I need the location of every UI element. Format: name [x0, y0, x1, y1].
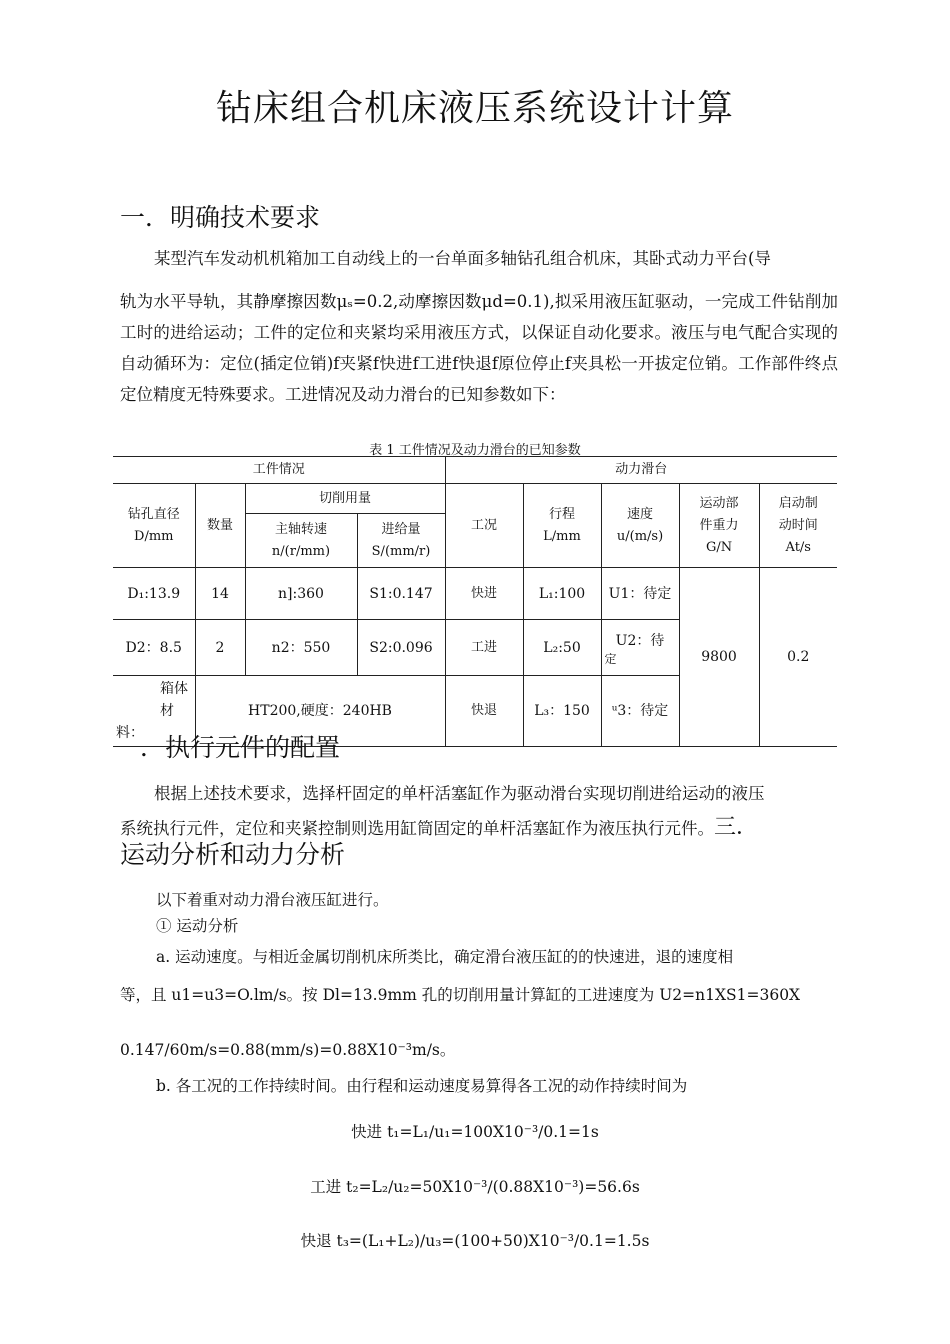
header-speed: [601, 484, 679, 568]
header-stroke-label: 行程: [549, 506, 576, 522]
header-condition: 工况: [445, 484, 523, 568]
cell-r2-condition: 工进: [445, 620, 523, 676]
equation-fast-return: 快退 t₃=(L₁+L₂)/u₃=(100+50)X10⁻³/0.1=1.5s: [300, 1232, 650, 1250]
cell-r1-spindle: n]:360: [245, 568, 357, 620]
cell-material-value: HT200,硬度：240HB: [195, 676, 445, 747]
parameters-table: [113, 456, 837, 747]
section-2-heading: ．执行元件的配置: [140, 733, 341, 762]
cell-r2-speed-line1: U2：待: [615, 632, 665, 649]
header-start-time: [759, 484, 837, 568]
section-3-a-line1: a. 运动速度。与相近金属切削机床所类比，确定滑台液压缸的的快速进，退的速度相: [156, 948, 734, 966]
cell-r2-speed: [601, 620, 679, 676]
cell-r3-speed: ᵘ3：待定: [601, 676, 679, 747]
table-row: [113, 568, 837, 620]
header-feed: [357, 514, 445, 568]
cell-r2-speed-line2: 定: [604, 651, 617, 666]
header-drill-diameter-label: 钻孔直径: [127, 506, 180, 522]
header-start-unit: At/s: [785, 539, 811, 555]
header-drill-diameter-unit: D/mm: [134, 528, 174, 544]
cell-r2-stroke: L₂:50: [523, 620, 601, 676]
cell-start-time: 0.2: [759, 568, 837, 747]
cell-r2-diameter: D2：8.5: [113, 620, 195, 676]
header-start-label-2: 动时间: [778, 517, 818, 533]
document-title: 钻床组合机床液压系统设计计算: [215, 88, 734, 129]
header-spindle: [245, 514, 357, 568]
header-weight-label-2: 件重力: [699, 517, 739, 533]
section-1-paragraph-line1: 某型汽车发动机机箱加工自动线上的一台单面多轴钻孔组合机床，其卧式动力平台(导: [154, 249, 771, 268]
cell-weight: 9800: [679, 568, 759, 747]
header-weight-label-1: 运动部: [699, 495, 739, 511]
cell-r3-stroke: L₃：150: [523, 676, 601, 747]
cell-material-label-1: 箱体材: [160, 681, 188, 719]
section-3-intro: 以下着重对动力滑台液压缸进行。: [156, 891, 389, 909]
cell-r2-qty: 2: [195, 620, 245, 676]
cell-r1-stroke: L₁:100: [523, 568, 601, 620]
section-3-sub1: ① 运动分析: [156, 917, 239, 935]
header-speed-unit: u/(m/s): [616, 528, 664, 544]
header-spindle-unit: n/(r/mm): [271, 543, 331, 559]
section-3-a-line3: 0.147/60m/s=0.88(mm/s)=0.88X10⁻³m/s。: [120, 1041, 456, 1059]
cell-r1-feed: S1:0.147: [357, 568, 445, 620]
header-feed-label: 进给量: [381, 521, 421, 537]
cell-r1-condition: 快进: [445, 568, 523, 620]
header-slide: 动力滑台: [445, 457, 837, 484]
equation-fast-forward: 快进 t₁=L₁/u₁=100X10⁻³/0.1=1s: [351, 1123, 599, 1141]
header-quantity: 数量: [195, 484, 245, 568]
section-3-a-line2: 等，且 u1=u3=O.lm/s。按 Dl=13.9mm 孔的切削用量计算缸的工进速度为 U2=n1XS1=360X: [120, 986, 801, 1004]
header-workpiece: 工件情况: [113, 457, 445, 484]
section-1-heading: 一．明确技术要求: [120, 203, 321, 232]
section-3-number: 三．: [714, 815, 759, 840]
header-feed-unit: S/(mm/r): [371, 543, 431, 559]
section-1-paragraph-body: 轨为水平导轨，其静摩擦因数μₛ=0.2,动摩擦因数μd=0.1),拟采用液压缸驱动，一完成工件钻削加工时的进给运动；工件的定位和夹紧均采用液压方式，以保证自动化要求。液压与电气配合实现的自动循环为：定位(插定位销)f夹紧f快进f工进f快退f原位停止f夹具松一开拔定位销。工作部件终点定位精度无特殊要求。工进情况及动力滑台的已知参数如下：: [120, 292, 838, 404]
cell-r1-diameter: D₁:13.9: [113, 568, 195, 620]
equation-work-feed: 工进 t₂=L₂/u₂=50X10⁻³/(0.88X10⁻³)=56.6s: [310, 1178, 640, 1196]
header-speed-label: 速度: [627, 506, 654, 522]
header-spindle-label: 主轴转速: [274, 521, 327, 537]
cell-r1-qty: 14: [195, 568, 245, 620]
section-3-b-line: b. 各工况的工作持续时间。由行程和运动速度易算得各工况的动作持续时间为: [156, 1077, 688, 1095]
section-2-line1: 根据上述技术要求，选择杆固定的单杆活塞缸作为驱动滑台实现切削进给运动的液压: [154, 784, 765, 803]
cell-r3-condition: 快退: [445, 676, 523, 747]
header-weight: [679, 484, 759, 568]
cell-r2-feed: S2:0.096: [357, 620, 445, 676]
section-3-heading: 运动分析和动力分析: [120, 840, 346, 869]
cell-material-label-2: 料：: [116, 725, 144, 741]
section-2-line2-text: 系统执行元件，定位和夹紧控制则选用缸筒固定的单杆活塞缸作为液压执行元件。: [120, 819, 714, 838]
header-stroke-unit: L/mm: [543, 528, 581, 544]
header-drill-diameter: [113, 484, 195, 568]
header-stroke: [523, 484, 601, 568]
cell-r2-spindle: n2：550: [245, 620, 357, 676]
table-caption: 表 1 工件情况及动力滑台的已知参数: [369, 443, 581, 458]
header-cutting: 切削用量: [245, 484, 445, 514]
cell-r1-speed: U1：待定: [601, 568, 679, 620]
header-start-label-1: 启动制: [778, 495, 818, 511]
header-weight-unit: G/N: [705, 539, 733, 555]
